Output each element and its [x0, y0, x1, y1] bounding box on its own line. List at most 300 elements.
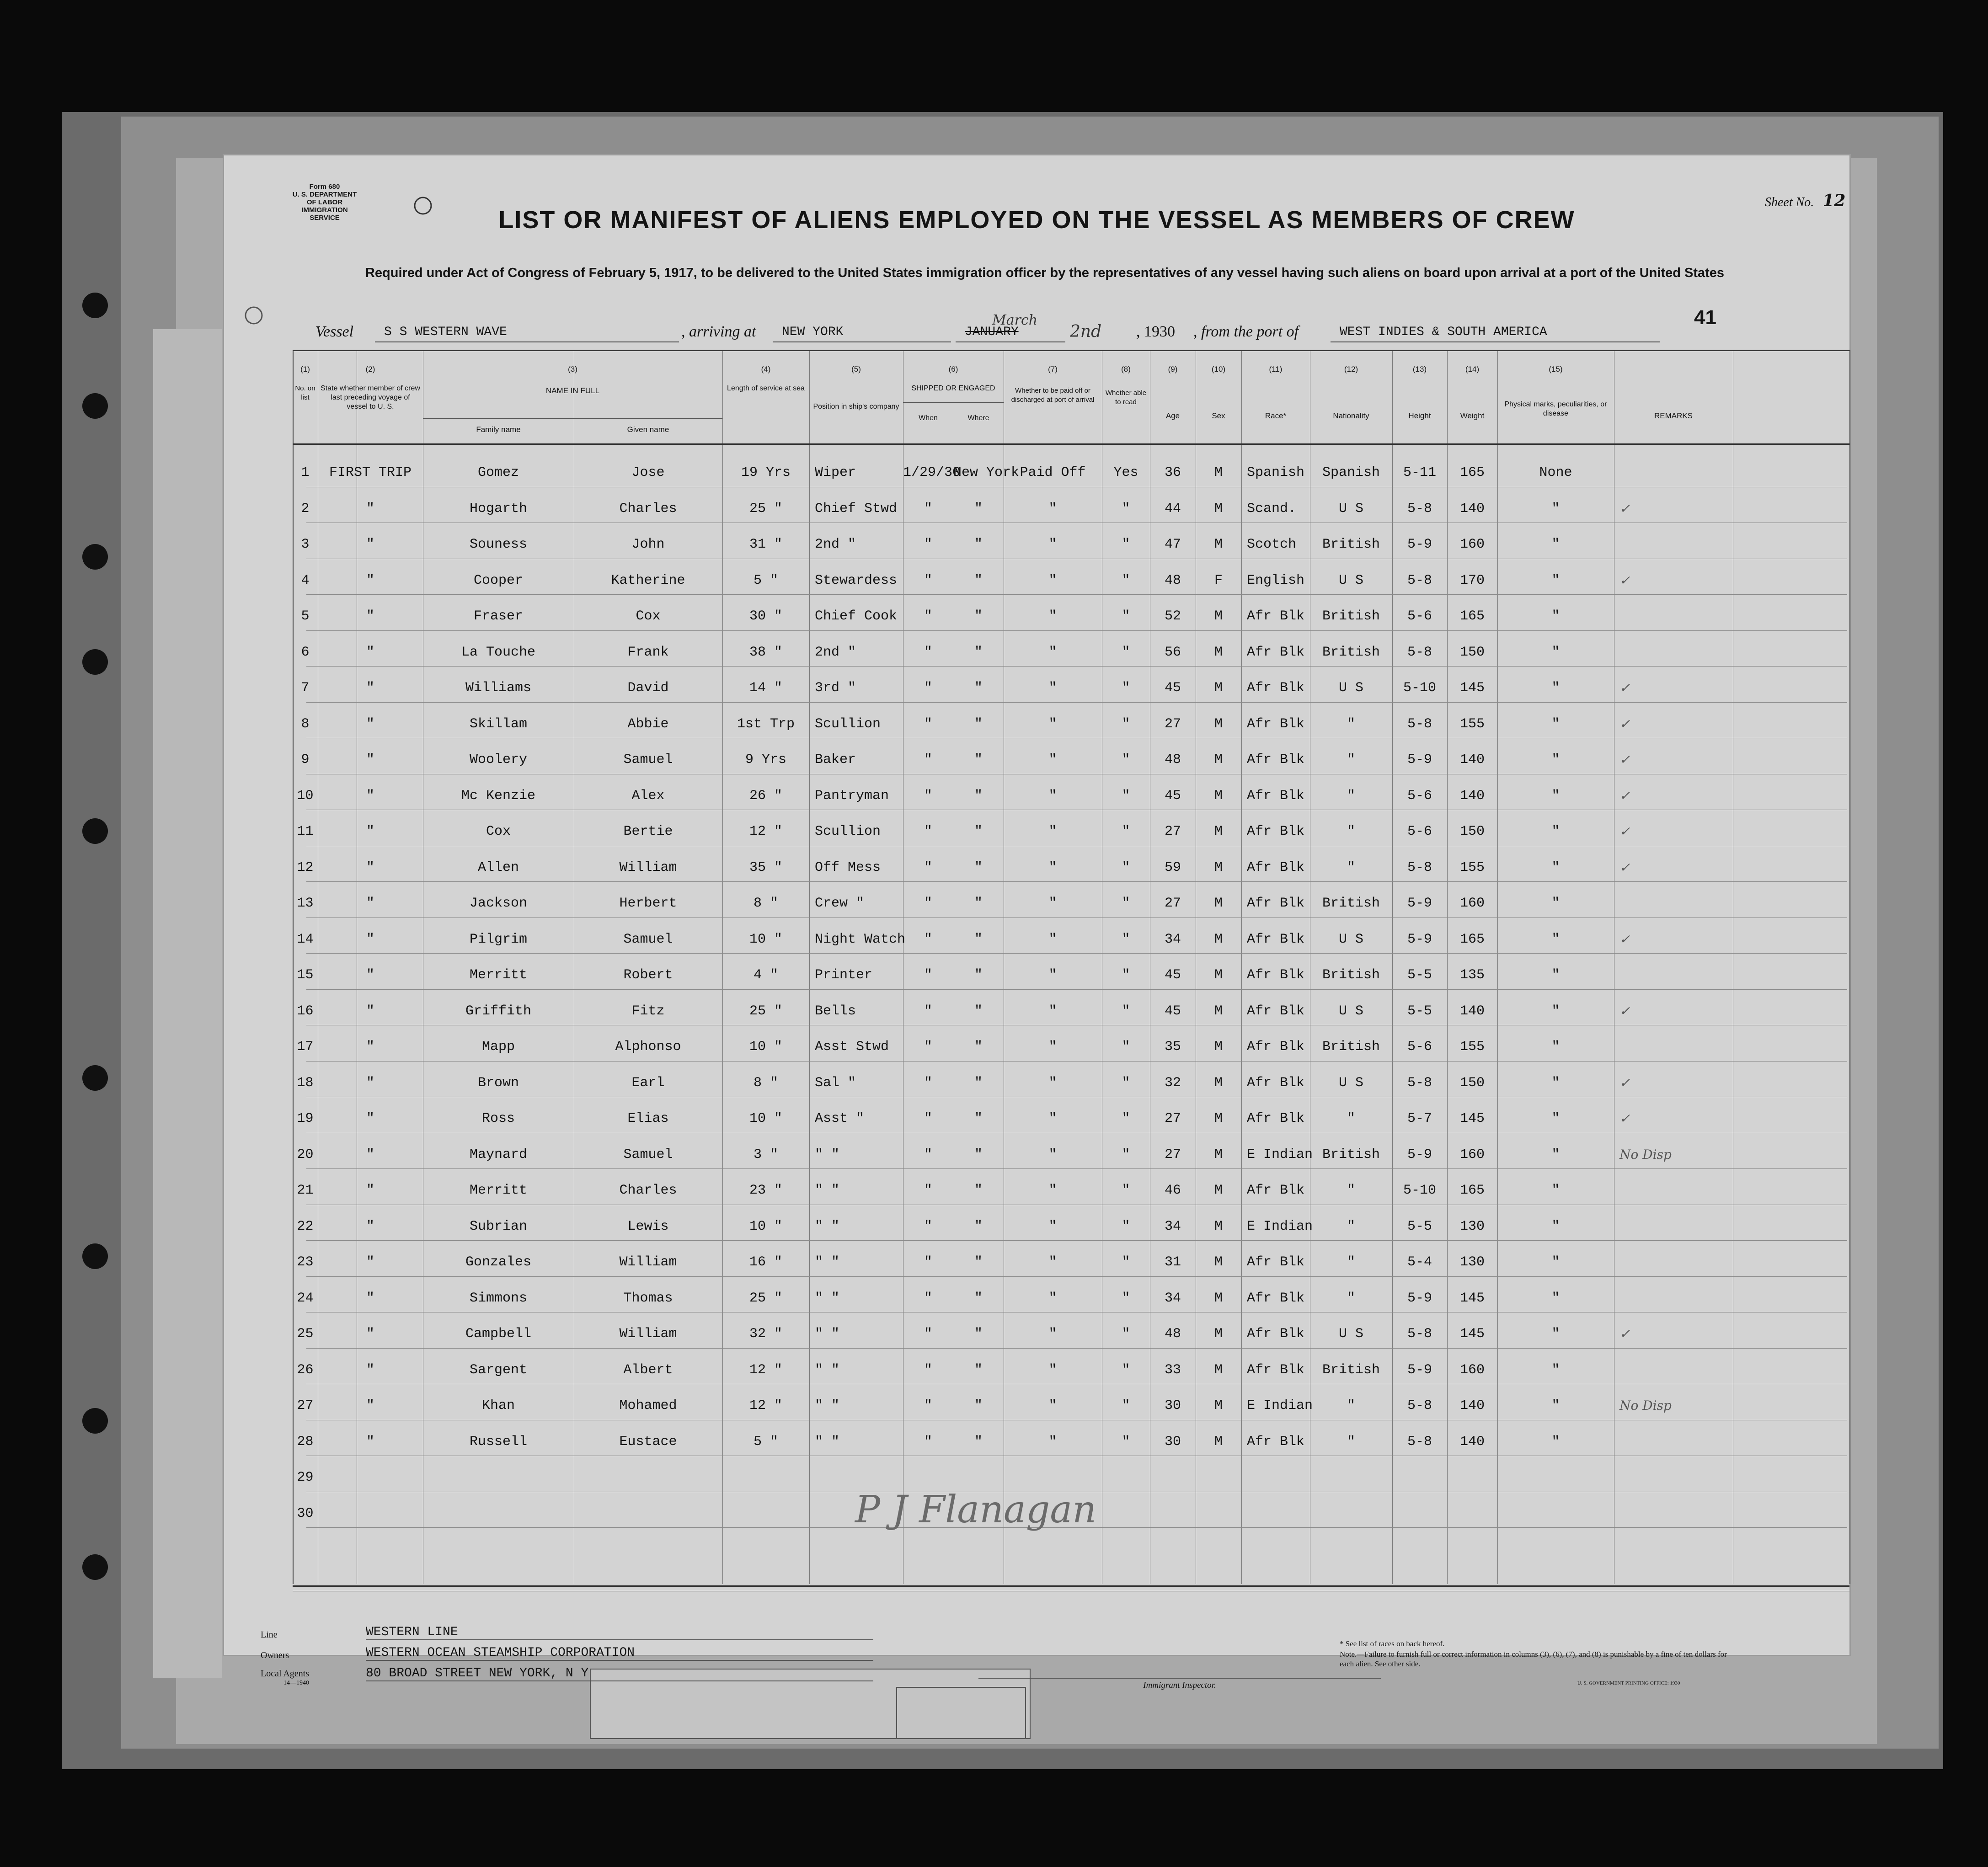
cell-race: Afr Blk [1247, 680, 1305, 696]
cell-trip: " [366, 1039, 374, 1055]
column-number: (2) [365, 365, 375, 373]
cell-marks: " [1551, 573, 1560, 588]
punch-hole [82, 1065, 108, 1091]
cell-trip: " [366, 1398, 374, 1414]
cell-race: Afr Blk [1247, 1434, 1305, 1450]
cell-given: Robert [623, 967, 673, 983]
cell-where: " [974, 824, 983, 839]
cell-given: William [619, 1254, 677, 1270]
table-row [293, 1206, 1849, 1243]
cell-position: Scullion [815, 716, 881, 732]
cell-weight: 140 [1459, 1434, 1485, 1450]
cell-marks: " [1551, 1075, 1560, 1091]
cell-nationality: " [1347, 1219, 1355, 1234]
cell-weight: 130 [1459, 1219, 1485, 1234]
cell-nationality: " [1347, 824, 1355, 839]
cell-read: " [1122, 716, 1130, 732]
cell-sex: M [1214, 716, 1223, 732]
cell-service: 3 " [753, 1147, 778, 1163]
cell-race: E Indian [1247, 1398, 1313, 1414]
cell-height: 5-5 [1407, 1003, 1432, 1019]
header-bottom-rule [293, 443, 1849, 445]
cell-sex: M [1214, 1434, 1223, 1450]
cell-when: " [924, 752, 932, 768]
cell-nationality: British [1322, 645, 1380, 660]
cell-read: " [1122, 1434, 1130, 1450]
cell-age: 32 [1164, 1075, 1181, 1091]
cell-given: Fitz [631, 1003, 665, 1019]
cell-where: " [974, 967, 983, 983]
departure-port: WEST INDIES & SOUTH AMERICA [1331, 325, 1660, 342]
column-number: (13) [1412, 365, 1427, 373]
cell-marks: " [1551, 645, 1560, 660]
cell-age: 36 [1164, 465, 1181, 480]
cell-when: " [924, 788, 932, 804]
printer-imprint: U. S. GOVERNMENT PRINTING OFFICE: 1930 [1577, 1680, 1680, 1686]
underlying-tab [896, 1687, 1026, 1739]
cell-family: Griffith [465, 1003, 532, 1019]
cell-height: 5-6 [1407, 788, 1432, 804]
cell-age: 45 [1164, 1003, 1181, 1019]
cell-sex: M [1214, 788, 1223, 804]
cell-weight: 160 [1459, 896, 1485, 911]
cell-paid: " [1048, 608, 1057, 624]
vessel-label: Vessel [315, 323, 354, 340]
cell-read: " [1122, 860, 1130, 875]
cell-trip: " [366, 1254, 374, 1270]
column-number: (3) [568, 365, 577, 373]
cell-read: " [1122, 752, 1130, 768]
cell-no: 20 [297, 1147, 314, 1163]
cell-trip: " [366, 1434, 374, 1450]
cell-age: 48 [1164, 1326, 1181, 1342]
cell-race: Scand. [1247, 501, 1297, 517]
cell-age: 33 [1164, 1362, 1181, 1378]
cell-sex: M [1214, 896, 1223, 911]
table-row [293, 489, 1849, 525]
cell-no: 14 [297, 932, 314, 947]
column-number: (15) [1549, 365, 1563, 373]
cell-sex: M [1214, 465, 1223, 480]
cell-where: " [974, 1398, 983, 1414]
cell-where: " [974, 1075, 983, 1091]
cell-remarks: ✓ [1619, 1003, 1630, 1019]
cell-weight: 155 [1459, 1039, 1485, 1055]
cell-service: 25 " [749, 501, 782, 517]
table-row [293, 1099, 1849, 1135]
cell-paid: " [1048, 788, 1057, 804]
cell-service: 4 " [753, 967, 778, 983]
cell-trip: " [366, 1362, 374, 1378]
column-header: Length of service at sea [727, 384, 805, 392]
cell-height: 5-8 [1407, 1075, 1432, 1091]
column-number: (11) [1269, 365, 1283, 373]
column-header: REMARKS [1654, 411, 1693, 420]
punch-hole [82, 544, 108, 570]
cell-age: 34 [1164, 932, 1181, 947]
table-row [293, 811, 1849, 848]
cell-nationality: " [1347, 860, 1355, 875]
cell-nationality: British [1322, 967, 1380, 983]
column-header: Race* [1265, 411, 1287, 420]
cell-nationality: " [1347, 1111, 1355, 1126]
table-row [293, 1027, 1849, 1063]
cell-age: 27 [1164, 824, 1181, 839]
cell-age: 27 [1164, 716, 1181, 732]
cell-service: 8 " [753, 896, 778, 911]
shipping-line: WESTERN LINE [366, 1625, 873, 1640]
cell-given: Samuel [623, 932, 673, 947]
cell-where: " [974, 1362, 983, 1378]
cell-remarks: ✓ [1619, 1075, 1630, 1090]
printed-month-struck: JANUARY [956, 325, 1065, 342]
cell-where: " [974, 752, 983, 768]
table-row [293, 883, 1849, 919]
cell-weight: 140 [1459, 501, 1485, 517]
cell-race: Spanish [1247, 465, 1305, 480]
cell-race: Afr Blk [1247, 1111, 1305, 1126]
cell-read: " [1122, 1183, 1130, 1198]
cell-family: Campbell [465, 1326, 532, 1342]
cell-remarks: ✓ [1619, 680, 1630, 695]
form-number: Form 680 [309, 183, 340, 191]
cell-marks: " [1551, 896, 1560, 911]
column-header: When [919, 414, 938, 422]
cell-position: " " [815, 1219, 840, 1234]
cell-paid: " [1048, 1291, 1057, 1306]
cell-when: " [924, 1362, 932, 1378]
cell-marks: " [1551, 1111, 1560, 1126]
cell-paid: " [1048, 1003, 1057, 1019]
cell-sex: M [1214, 608, 1223, 624]
cell-nationality: U S [1338, 501, 1363, 517]
cell-given: Charles [619, 1183, 677, 1198]
cell-family: Jackson [469, 896, 528, 911]
cell-given: William [619, 860, 677, 875]
cell-remarks: ✓ [1619, 1326, 1630, 1341]
cell-position: Chief Stwd [815, 501, 898, 517]
cell-age: 30 [1164, 1398, 1181, 1414]
cell-remarks: No Disp [1619, 1398, 1672, 1413]
arrival-port: NEW YORK [773, 325, 951, 342]
cell-where: " [974, 573, 983, 588]
cell-paid: " [1048, 537, 1057, 552]
cell-when: " [924, 1398, 932, 1414]
cell-marks: " [1551, 608, 1560, 624]
sheet-label: Sheet No. [1765, 195, 1814, 209]
cell-age: 35 [1164, 1039, 1181, 1055]
cell-position: " " [815, 1147, 840, 1163]
cell-no: 1 [301, 465, 310, 480]
cell-weight: 145 [1459, 1326, 1485, 1342]
cell-given: Thomas [623, 1291, 673, 1306]
cell-trip: " [366, 537, 374, 552]
cell-sex: M [1214, 1039, 1223, 1055]
cell-service: 25 " [749, 1291, 782, 1306]
cell-remarks: ✓ [1619, 752, 1630, 767]
cell-sex: M [1214, 752, 1223, 768]
cell-marks: " [1551, 752, 1560, 768]
cell-height: 5-10 [1403, 680, 1436, 696]
local-agents: 80 BROAD STREET NEW YORK, N Y [366, 1666, 873, 1681]
column-header: Whether to be paid off or discharged at port of arrival [1011, 387, 1095, 404]
cell-when: " [924, 645, 932, 660]
cell-position: Chief Cook [815, 608, 898, 624]
cell-height: 5-9 [1407, 896, 1432, 911]
cell-family: La Touche [461, 645, 536, 660]
column-header: Height [1408, 411, 1431, 420]
table-row [293, 524, 1849, 560]
table-row [293, 1278, 1849, 1314]
cell-position: " " [815, 1434, 840, 1450]
cell-trip: " [366, 645, 374, 660]
cell-where: " [974, 645, 983, 660]
cell-given: Cox [636, 608, 661, 624]
manifest-sheet [224, 155, 1849, 1690]
cell-nationality: " [1347, 716, 1355, 732]
cell-position: Printer [815, 967, 873, 983]
cell-when: " [924, 716, 932, 732]
cell-given: Herbert [619, 896, 677, 911]
cell-sex: M [1214, 1075, 1223, 1091]
cell-sex: M [1214, 680, 1223, 696]
table-row [293, 704, 1849, 740]
punch-hole [82, 818, 108, 844]
table-row [293, 1350, 1849, 1386]
cell-family: Fraser [473, 608, 524, 624]
column-number: (4) [761, 365, 771, 373]
cell-read: " [1122, 788, 1130, 804]
cell-no: 25 [297, 1326, 314, 1342]
punch-hole [82, 1243, 108, 1269]
cell-read: Yes [1113, 465, 1138, 480]
cell-service: 10 " [749, 1111, 782, 1126]
sheet-value: 12 [1822, 191, 1846, 210]
service-name: IMMIGRATION SERVICE [301, 206, 348, 222]
cell-given: John [631, 537, 665, 552]
cell-when: " [924, 608, 932, 624]
races-note: * See list of races on back hereof. [1340, 1639, 1445, 1648]
cell-where: " [974, 1254, 983, 1270]
cell-position: Asst " [815, 1111, 865, 1126]
cell-paid: " [1048, 824, 1057, 839]
cell-position: Sal " [815, 1075, 856, 1091]
cell-where: " [974, 608, 983, 624]
cell-service: 10 " [749, 932, 782, 947]
column-header: Given name [627, 425, 669, 434]
cell-family: Merritt [469, 967, 528, 983]
cell-remarks: ✓ [1619, 824, 1630, 839]
cell-nationality: " [1347, 1434, 1355, 1450]
cell-race: Afr Blk [1247, 788, 1305, 804]
cell-paid: " [1048, 1147, 1057, 1163]
cell-marks: " [1551, 1326, 1560, 1342]
column-header: Position in ship's company [813, 403, 899, 411]
cell-service: 12 " [749, 1362, 782, 1378]
from-label: , from the port of [1193, 323, 1299, 340]
cell-where: " [974, 932, 983, 947]
cell-age: 34 [1164, 1219, 1181, 1234]
agents-label: Local Agents [261, 1669, 310, 1679]
cell-read: " [1122, 573, 1130, 588]
cell-nationality: " [1347, 1183, 1355, 1198]
vessel-name: S S WESTERN WAVE [375, 325, 679, 342]
cell-when: " [924, 967, 932, 983]
cell-position: Baker [815, 752, 856, 768]
cell-family: Williams [465, 680, 532, 696]
cell-weight: 130 [1459, 1254, 1485, 1270]
cell-no: 29 [297, 1470, 314, 1485]
cell-service: 12 " [749, 1398, 782, 1414]
cell-paid: " [1048, 501, 1057, 517]
cell-when: " [924, 1291, 932, 1306]
cell-position: Crew " [815, 896, 865, 911]
cell-given: Samuel [623, 1147, 673, 1163]
cell-no: 15 [297, 967, 314, 983]
cell-weight: 155 [1459, 716, 1485, 732]
cell-position: Scullion [815, 824, 881, 839]
cell-sex: M [1214, 1219, 1223, 1234]
cell-sex: M [1214, 860, 1223, 875]
sheet-number [1765, 191, 1845, 210]
column-header: Sex [1212, 411, 1225, 420]
cell-marks: " [1551, 1362, 1560, 1378]
column-number: (10) [1211, 365, 1226, 373]
cell-marks: " [1551, 1254, 1560, 1270]
table-row [293, 991, 1849, 1027]
cell-where: " [974, 537, 983, 552]
table-row [293, 1063, 1849, 1099]
cell-height: 5-8 [1407, 860, 1432, 875]
cell-position: Pantryman [815, 788, 889, 804]
cell-read: " [1122, 1003, 1130, 1019]
page-title: LIST OR MANIFEST OF ALIENS EMPLOYED ON THE VESSEL AS MEMBERS OF CREW [498, 206, 1575, 234]
cell-family: Pilgrim [469, 932, 528, 947]
cell-service: 1st Trp [737, 716, 795, 732]
cell-position: Night Watch [815, 932, 906, 947]
table-row [293, 776, 1849, 812]
cell-marks: " [1551, 788, 1560, 804]
cell-where: " [974, 1219, 983, 1234]
table-row [293, 560, 1849, 597]
cell-height: 5-7 [1407, 1111, 1432, 1126]
cell-no: 4 [301, 573, 310, 588]
cell-height: 5-11 [1403, 465, 1436, 480]
cell-position: " " [815, 1326, 840, 1342]
cell-remarks: ✓ [1619, 1111, 1630, 1126]
cell-sex: M [1214, 1398, 1223, 1414]
cell-paid: " [1048, 645, 1057, 660]
cell-service: 35 " [749, 860, 782, 875]
column-header: Where [967, 414, 989, 422]
cell-given: Lewis [627, 1219, 669, 1234]
cell-sex: M [1214, 824, 1223, 839]
cell-when: " [924, 1003, 932, 1019]
cell-paid: " [1048, 1183, 1057, 1198]
cell-when: " [924, 1254, 932, 1270]
cell-age: 34 [1164, 1291, 1181, 1306]
cell-weight: 170 [1459, 573, 1485, 588]
cell-when: " [924, 896, 932, 911]
cell-paid: " [1048, 1362, 1057, 1378]
fine-note: Note.—Failure to furnish full or correct information in columns (3), (6), (7), and (8) is punishable by a fine of ten dollars for each alien. See other side. [1340, 1650, 1727, 1668]
cell-position: " " [815, 1183, 840, 1198]
cell-sex: M [1214, 1326, 1223, 1342]
cell-paid: " [1048, 1075, 1057, 1091]
cell-position: Stewardess [815, 573, 898, 588]
header-top-rule [293, 350, 1849, 351]
cell-where: " [974, 1434, 983, 1450]
cell-nationality: British [1322, 1147, 1380, 1163]
cell-sex: M [1214, 645, 1223, 660]
cell-race: Afr Blk [1247, 967, 1305, 983]
cell-weight: 150 [1459, 824, 1485, 839]
cell-weight: 160 [1459, 537, 1485, 552]
cell-where: " [974, 788, 983, 804]
cell-weight: 145 [1459, 1111, 1485, 1126]
cell-when: " [924, 501, 932, 517]
owners-label: Owners [261, 1650, 289, 1660]
cell-marks: " [1551, 680, 1560, 696]
cell-paid: " [1048, 1111, 1057, 1126]
cell-position: Wiper [815, 465, 856, 480]
cell-where: " [974, 501, 983, 517]
page-number: 41 [1694, 306, 1716, 329]
cell-sex: F [1214, 573, 1223, 588]
cell-trip: " [366, 1075, 374, 1091]
cell-sex: M [1214, 932, 1223, 947]
cell-read: " [1122, 1398, 1130, 1414]
cell-when: " [924, 932, 932, 947]
arriving-label: , arriving at [681, 323, 756, 340]
cell-trip: " [366, 1219, 374, 1234]
table-row [293, 596, 1849, 632]
column-header: Age [1165, 411, 1180, 420]
cell-nationality: U S [1338, 932, 1363, 947]
cell-no: 19 [297, 1111, 314, 1126]
cell-paid: " [1048, 1398, 1057, 1414]
cell-trip: " [366, 1291, 374, 1306]
cell-age: 47 [1164, 537, 1181, 552]
cell-paid: " [1048, 716, 1057, 732]
vessel-line [224, 313, 1849, 350]
table-row [293, 632, 1849, 668]
cell-no: 27 [297, 1398, 314, 1414]
cell-race: Afr Blk [1247, 932, 1305, 947]
cell-nationality: " [1347, 752, 1355, 768]
cell-family: Merritt [469, 1183, 528, 1198]
cell-position: " " [815, 1398, 840, 1414]
cell-age: 52 [1164, 608, 1181, 624]
cell-no: 22 [297, 1219, 314, 1234]
cell-marks: " [1551, 501, 1560, 517]
table-row [293, 453, 1849, 489]
cell-height: 5-9 [1407, 1147, 1432, 1163]
cell-height: 5-8 [1407, 1434, 1432, 1450]
name-sub-rule [423, 418, 722, 419]
cell-remarks: ✓ [1619, 932, 1630, 947]
cell-paid: " [1048, 860, 1057, 875]
cell-when: 1/29/30 [903, 465, 961, 480]
arrival-year: , 1930 [1136, 323, 1175, 340]
cell-when: " [924, 824, 932, 839]
cell-height: 5-8 [1407, 573, 1432, 588]
column-number: (7) [1048, 365, 1058, 373]
cell-race: Afr Blk [1247, 645, 1305, 660]
cell-given: Earl [631, 1075, 665, 1091]
table-row [293, 740, 1849, 776]
cell-remarks: ✓ [1619, 716, 1630, 731]
